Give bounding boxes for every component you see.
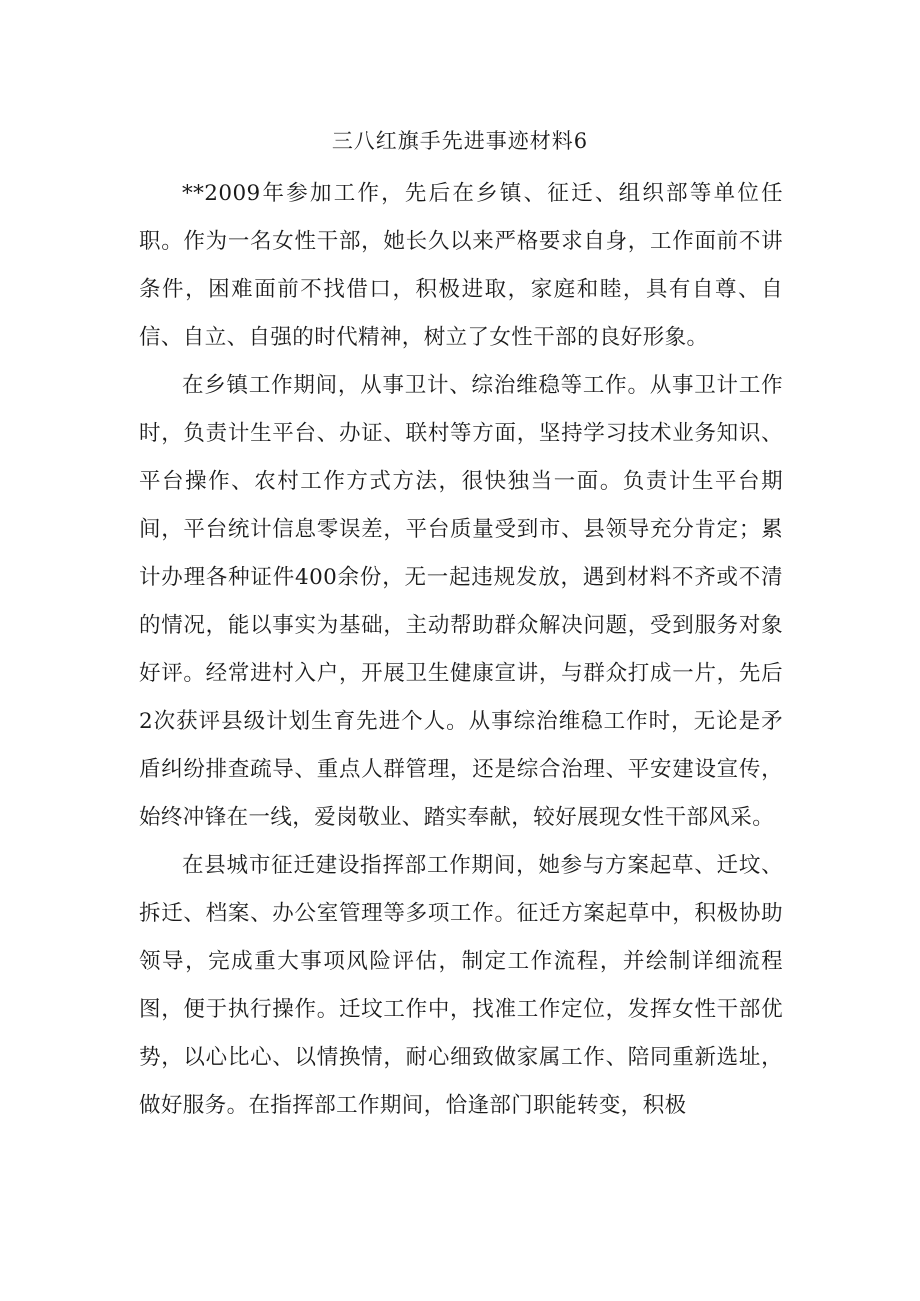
paragraph-relocation-work: 在县城市征迁建设指挥部工作期间，她参与方案起草、迁坟、拆迁、档案、办公室管理等多项工作。征迁方案起草中，积极协助领导，完成重大事项风险评估，制定工作流程，并绘制详细流程图，便于执行操作。迁坟工作中，找准工作定位，发挥女性干部优势，以心比心、以情换情，耐心细致做家属工作、陪同重新选址，做好服务。在指挥部工作期间，恰逢部门职能转变，积极 bbox=[139, 853, 783, 1118]
paragraph-township-work: 在乡镇工作期间，从事卫计、综治维稳等工作。从事卫计工作时，负责计生平台、办证、联村等方面，坚持学习技术业务知识、平台操作、农村工作方式方法，很快独当一面。负责计生平台期间，平台统计信息零误差，平台质量受到市、县领导充分肯定；累计办理各种证件400余份，无一起违规发放，遇到材料不齐或不清的情况，能以事实为基础，主动帮助群众解决问题，受到服务对象好评。经常进村入户，开展卫生健康宣讲，与群众打成一片，先后2次获评县级计划生育先进个人。从事综治维稳工作时，无论是矛盾纠纷排查疏导、重点人群管理，还是综合治理、平安建设宣传，始终冲锋在一线，爱岗敬业、踏实奉献，较好展现女性干部风采。 bbox=[139, 373, 783, 830]
document-body bbox=[139, 170, 783, 1130]
paragraph-intro: **2009年参加工作，先后在乡镇、征迁、组织部等单位任职。作为一名女性干部，她长久以来严格要求自身，工作面前不讲条件，困难面前不找借口，积极进取，家庭和睦，具有自尊、自信、自立、自强的时代精神，树立了女性干部的良好形象。 bbox=[139, 181, 783, 350]
document-title: 三八红旗手先进事迹材料6 bbox=[331, 129, 589, 153]
